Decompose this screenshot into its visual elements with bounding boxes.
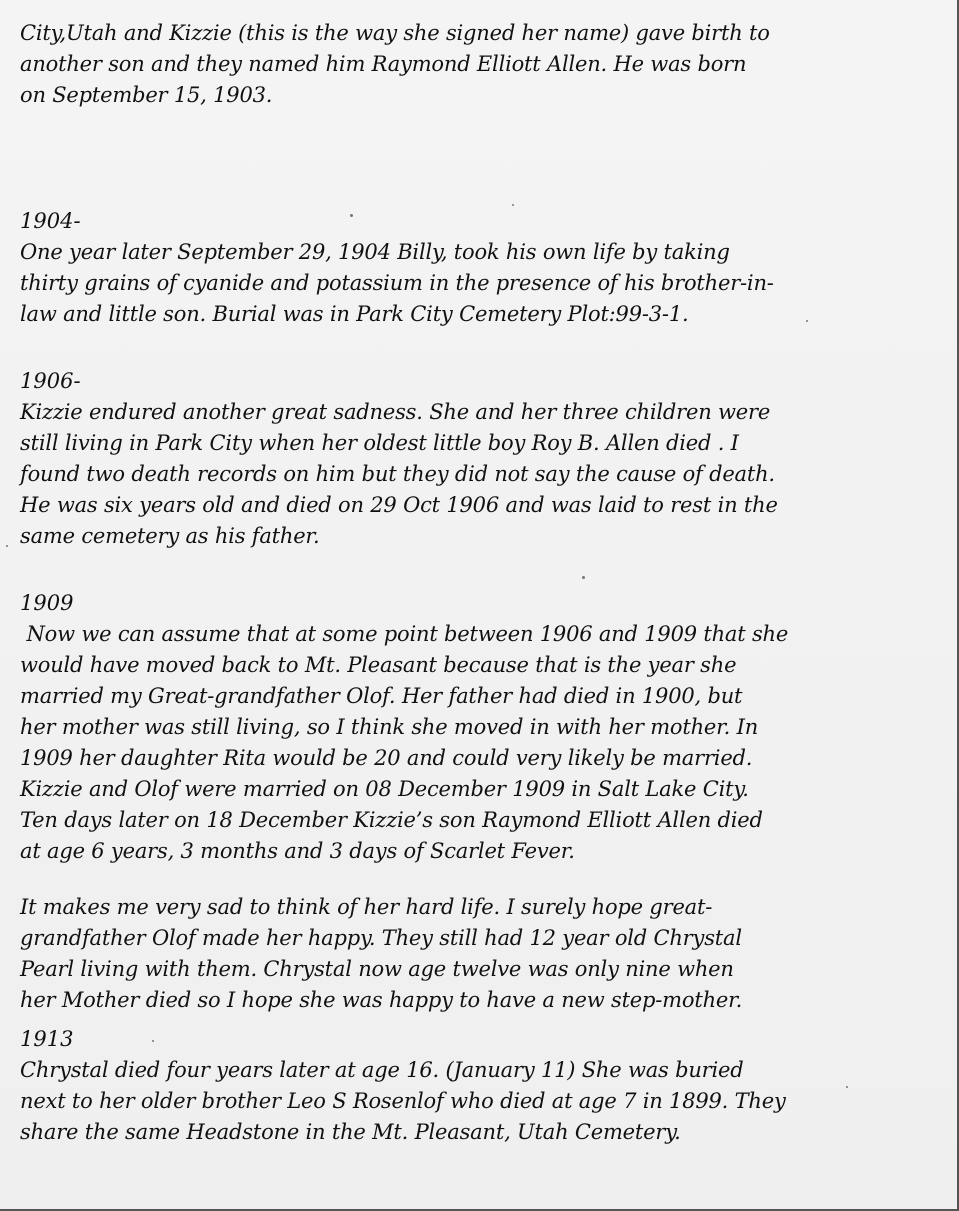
- text-line: He was six years old and died on 29 Oct 1906 and was laid to rest in the: [20, 493, 778, 517]
- paragraph-reflection: [20, 892, 935, 1016]
- text-line: grandfather Olof made her happy. They still had 12 year old Chrystal: [20, 926, 742, 950]
- text-line: found two death records on him but they did not say the cause of death.: [20, 462, 775, 486]
- text-line: One year later September 29, 1904 Billy, took his own life by taking: [20, 240, 730, 264]
- text-line: Pearl living with them. Chrystal now age twelve was only nine when: [20, 957, 734, 981]
- text-line: would have moved back to Mt. Pleasant because that is the year she: [20, 653, 737, 677]
- text-line: share the same Headstone in the Mt. Pleasant, Utah Cemetery.: [20, 1120, 681, 1144]
- text-line: on September 15, 1903.: [20, 83, 273, 107]
- text-line: her mother was still living, so I think she moved in with her mother. In: [20, 715, 759, 739]
- text-line: same cemetery as his father.: [20, 524, 320, 548]
- scan-speck: [846, 1086, 848, 1088]
- text-line: next to her older brother Leo S Rosenlof who died at age 7 in 1899. They: [20, 1089, 786, 1113]
- scan-speck: [582, 576, 585, 579]
- text-line: Ten days later on 18 December Kizzie’s son Raymond Elliott Allen died: [20, 808, 763, 832]
- year-heading-1913: 1913: [20, 1027, 74, 1051]
- paragraph-1906: [20, 366, 935, 552]
- paragraph-1903-birth: [20, 18, 935, 111]
- year-heading-1906: 1906-: [20, 369, 81, 393]
- year-heading-1904: 1904-: [20, 209, 81, 233]
- paragraph-1904: [20, 206, 935, 330]
- text-line: Kizzie endured another great sadness. She and her three children were: [20, 400, 771, 424]
- text-line: law and little son. Burial was in Park City Cemetery Plot:99-3-1.: [20, 302, 689, 326]
- text-line: Chrystal died four years later at age 16. (January 11) She was buried: [20, 1058, 744, 1082]
- text-line: her Mother died so I hope she was happy to have a new step-mother.: [20, 988, 743, 1012]
- text-line: thirty grains of cyanide and potassium in the presence of his brother-in-: [20, 271, 774, 295]
- text-line: City,Utah and Kizzie (this is the way she signed her name) gave birth to: [20, 21, 770, 45]
- text-line: Now we can assume that at some point between 1906 and 1909 that she: [20, 622, 789, 646]
- scan-speck: [6, 545, 8, 547]
- text-line: married my Great-grandfather Olof. Her father had died in 1900, but: [20, 684, 743, 708]
- scan-speck: [350, 214, 353, 217]
- paragraph-1913: [20, 1024, 935, 1148]
- text-line: another son and they named him Raymond Elliott Allen. He was born: [20, 52, 747, 76]
- text-line: Kizzie and Olof were married on 08 December 1909 in Salt Lake City.: [20, 777, 749, 801]
- year-heading-1909: 1909: [20, 591, 74, 615]
- text-line: at age 6 years, 3 months and 3 days of Scarlet Fever.: [20, 839, 575, 863]
- scan-speck: [152, 1040, 154, 1042]
- text-line: It makes me very sad to think of her hard life. I surely hope great-: [20, 895, 713, 919]
- scan-speck: [806, 320, 808, 322]
- text-line: still living in Park City when her oldest little boy Roy B. Allen died . I: [20, 431, 739, 455]
- paragraph-1909: [20, 588, 935, 867]
- text-line: 1909 her daughter Rita would be 20 and could very likely be married.: [20, 746, 753, 770]
- scan-speck: [512, 204, 514, 206]
